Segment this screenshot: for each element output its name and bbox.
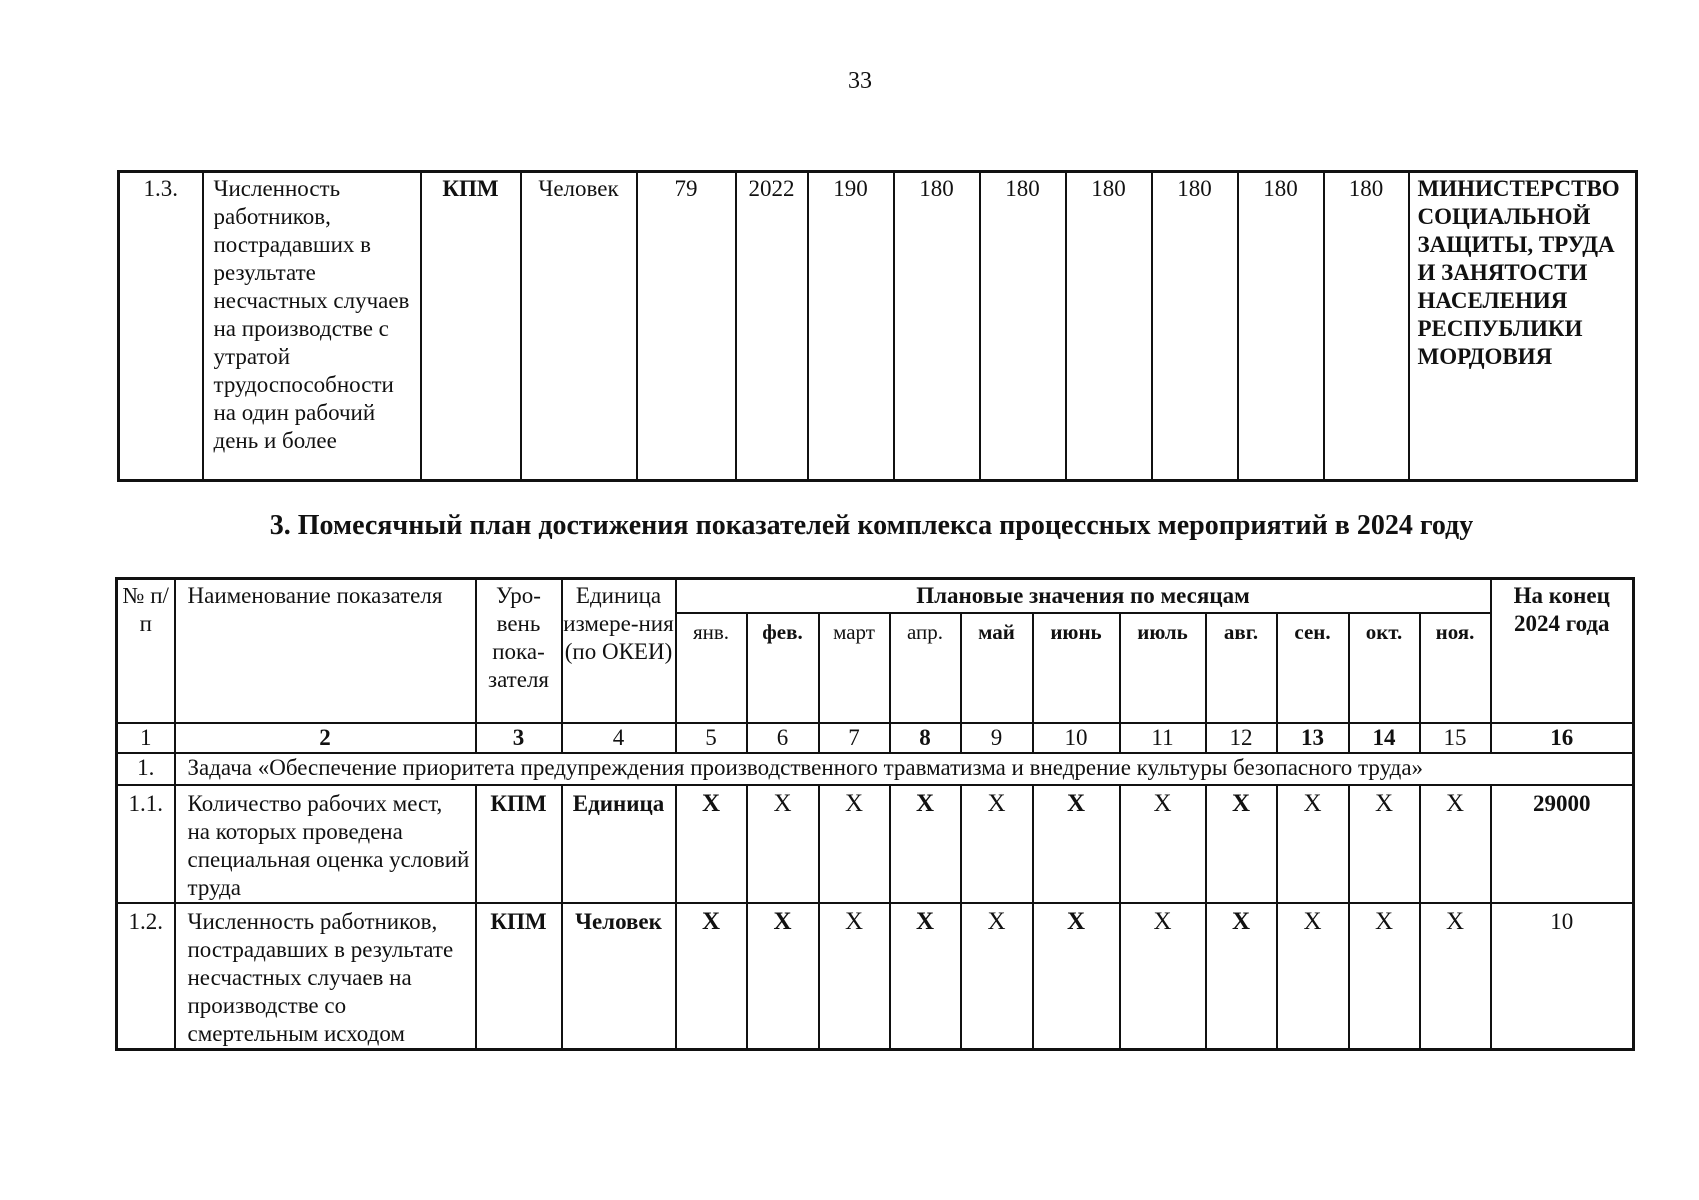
year-value: 180 bbox=[894, 172, 980, 481]
column-number: 13 bbox=[1277, 723, 1349, 753]
year-value: 180 bbox=[1066, 172, 1152, 481]
year-value: 180 bbox=[1238, 172, 1324, 481]
year-value: 180 bbox=[980, 172, 1066, 481]
monthly-plan-table bbox=[115, 577, 1635, 1051]
responsible-authority: МИНИСТЕРСТВО СОЦИАЛЬНОЙ ЗАЩИТЫ, ТРУДА И ЗАНЯТОСТИ НАСЕЛЕНИЯ РЕСПУБЛИКИ МОРДОВИЯ bbox=[1409, 172, 1637, 481]
column-number: 11 bbox=[1120, 723, 1206, 753]
unit-of-measure: Человек bbox=[521, 172, 637, 481]
task-text: Задача «Обеспечение приоритета предупреждения производственного травматизма и внедрение культуры безопасного труда» bbox=[175, 753, 1634, 785]
indicator-name: Численность работников, пострадавших в результате несчастных случаев на производстве со смертельным исходом bbox=[175, 903, 476, 1050]
month-jul: июль bbox=[1120, 613, 1206, 723]
unit-of-measure: Единица bbox=[562, 785, 676, 903]
monthly-value: X bbox=[676, 785, 747, 903]
row-number: 1.1. bbox=[117, 785, 175, 903]
column-number: 6 bbox=[747, 723, 819, 753]
header-unit: Единица измере-ния (по ОКЕИ) bbox=[562, 579, 676, 724]
month-feb: фев. bbox=[747, 613, 819, 723]
table-row bbox=[117, 903, 1634, 1050]
monthly-value: X bbox=[1277, 785, 1349, 903]
monthly-value: X bbox=[1033, 903, 1120, 1050]
monthly-value: X bbox=[819, 785, 890, 903]
column-number: 9 bbox=[961, 723, 1033, 753]
column-number: 10 bbox=[1033, 723, 1120, 753]
end-of-year-value: 29000 bbox=[1491, 785, 1634, 903]
monthly-value: X bbox=[1420, 903, 1491, 1050]
indicator-name: Численность работников, пострадавших в результате несчастных случаев на производстве с утратой трудоспособности на один рабочий день и более bbox=[203, 172, 421, 481]
indicator-name: Количество рабочих мест, на которых проведена специальная оценка условий труда bbox=[175, 785, 476, 903]
task-number: 1. bbox=[117, 753, 175, 785]
monthly-value: X bbox=[819, 903, 890, 1050]
section-title: 3. Помесячный план достижения показателей комплекса процессных мероприятий в 2024 году bbox=[269, 510, 1474, 541]
monthly-value: X bbox=[1349, 903, 1420, 1050]
monthly-value: X bbox=[890, 785, 961, 903]
year-value: 190 bbox=[808, 172, 894, 481]
monthly-value: X bbox=[676, 903, 747, 1050]
base-year: 2022 bbox=[736, 172, 808, 481]
monthly-value: X bbox=[1120, 903, 1206, 1050]
indicator-table-continuation bbox=[117, 170, 1638, 482]
header-monthly-values: Плановые значения по месяцам bbox=[676, 579, 1491, 614]
year-value: 180 bbox=[1324, 172, 1409, 481]
monthly-value: X bbox=[1349, 785, 1420, 903]
column-number: 7 bbox=[819, 723, 890, 753]
monthly-value: X bbox=[1206, 903, 1277, 1050]
header-indicator-name: Наименование показателя bbox=[175, 579, 476, 724]
monthly-value: X bbox=[1420, 785, 1491, 903]
monthly-value: X bbox=[1277, 903, 1349, 1050]
header-row bbox=[117, 579, 1634, 614]
header-level: Уро-вень пока-зателя bbox=[476, 579, 562, 724]
monthly-value: X bbox=[747, 903, 819, 1050]
column-number: 3 bbox=[476, 723, 562, 753]
year-value: 180 bbox=[1152, 172, 1238, 481]
month-mar: март bbox=[819, 613, 890, 723]
column-number: 16 bbox=[1491, 723, 1634, 753]
task-row bbox=[117, 753, 1634, 785]
indicator-level: КПМ bbox=[421, 172, 521, 481]
okei-code: 79 bbox=[637, 172, 736, 481]
unit-of-measure: Человек bbox=[562, 903, 676, 1050]
column-number: 12 bbox=[1206, 723, 1277, 753]
column-number: 15 bbox=[1420, 723, 1491, 753]
column-number: 8 bbox=[890, 723, 961, 753]
column-number: 4 bbox=[562, 723, 676, 753]
column-number: 1 bbox=[117, 723, 175, 753]
monthly-value: X bbox=[747, 785, 819, 903]
row-number: 1.3. bbox=[119, 172, 203, 481]
month-may: май bbox=[961, 613, 1033, 723]
month-apr: апр. bbox=[890, 613, 961, 723]
end-of-year-value: 10 bbox=[1491, 903, 1634, 1050]
monthly-value: X bbox=[890, 903, 961, 1050]
column-number: 5 bbox=[676, 723, 747, 753]
page-number: 33 bbox=[848, 68, 872, 94]
month-sep: сен. bbox=[1277, 613, 1349, 723]
header-number: № п/п bbox=[117, 579, 175, 724]
month-aug: авг. bbox=[1206, 613, 1277, 723]
month-jun: июнь bbox=[1033, 613, 1120, 723]
column-number: 14 bbox=[1349, 723, 1420, 753]
month-jan: янв. bbox=[676, 613, 747, 723]
monthly-value: X bbox=[1033, 785, 1120, 903]
indicator-level: КПМ bbox=[476, 785, 562, 903]
row-number: 1.2. bbox=[117, 903, 175, 1050]
month-nov: ноя. bbox=[1420, 613, 1491, 723]
header-end-of-year: На конец 2024 года bbox=[1491, 579, 1634, 724]
monthly-value: X bbox=[961, 785, 1033, 903]
indicator-level: КПМ bbox=[476, 903, 562, 1050]
table-row bbox=[117, 785, 1634, 903]
column-numbers-row bbox=[117, 723, 1634, 753]
monthly-value: X bbox=[1206, 785, 1277, 903]
monthly-value: X bbox=[961, 903, 1033, 1050]
month-oct: окт. bbox=[1349, 613, 1420, 723]
column-number: 2 bbox=[175, 723, 476, 753]
monthly-value: X bbox=[1120, 785, 1206, 903]
table-row bbox=[119, 172, 1637, 481]
